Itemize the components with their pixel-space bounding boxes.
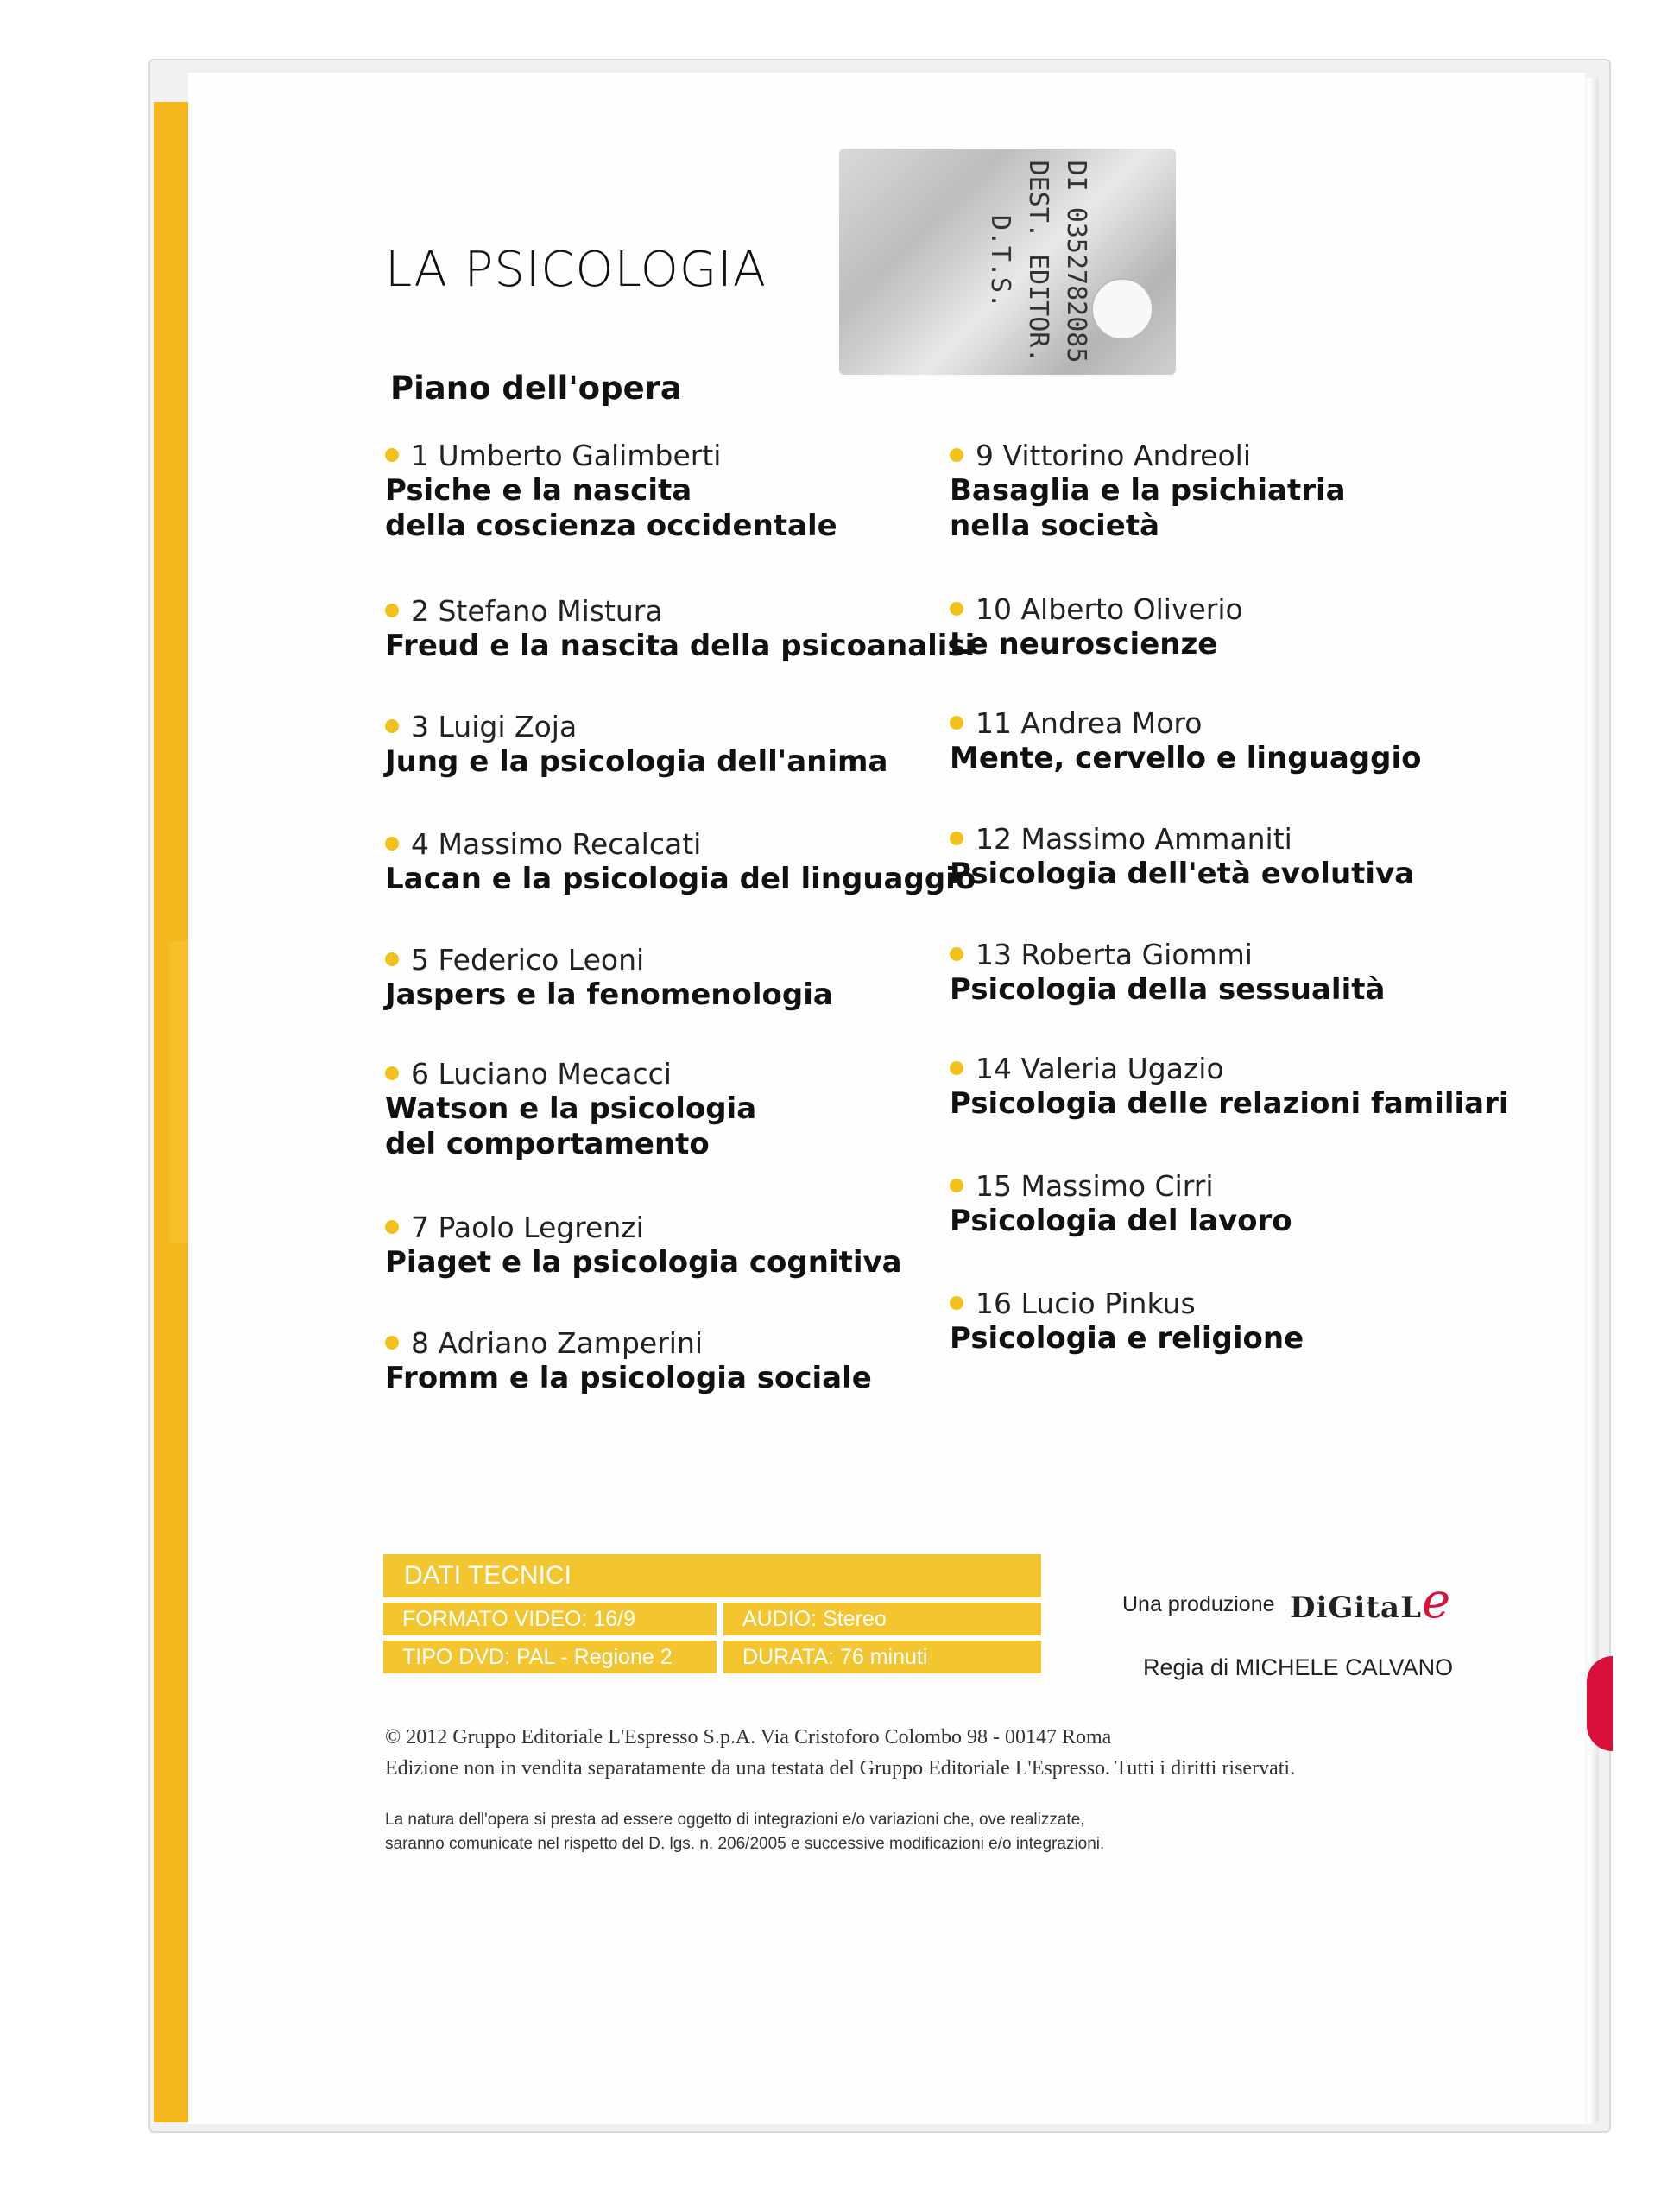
tech-row [383, 1603, 1041, 1635]
bullet-icon [385, 837, 399, 851]
volume-title: Basaglia e la psichiatria nella società [950, 473, 1346, 543]
volume-item [950, 706, 1554, 776]
bullet-icon [385, 952, 399, 966]
volume-title: Psicologia del lavoro [950, 1204, 1292, 1238]
producer-logo [1290, 1573, 1451, 1629]
series-title: LA PSICOLOGIA [385, 242, 767, 298]
volume-item [950, 592, 1554, 662]
bullet-icon [385, 1336, 399, 1350]
tech-row [383, 1641, 1041, 1673]
volume-title: Jaspers e la fenomenologia [385, 977, 833, 1012]
volume-title: Mente, cervello e linguaggio [950, 741, 1422, 775]
volume-author: 4 Massimo Recalcati [411, 827, 702, 861]
volume-item [950, 439, 1554, 544]
bullet-icon [950, 448, 963, 462]
video-format: FORMATO VIDEO: 16/9 [383, 1603, 717, 1635]
rights-line: Edizione non in vendita separatamente da una testata del Gruppo Editoriale L'Espresso. Tutti i diritti riservati. [385, 1757, 1296, 1780]
bullet-icon [950, 1296, 963, 1310]
volume-author: 15 Massimo Cirri [976, 1169, 1214, 1203]
volume-title: Jung e la psicologia dell'anima [385, 744, 888, 779]
bullet-icon [950, 947, 963, 961]
volume-author: 12 Massimo Ammaniti [976, 822, 1292, 856]
legal-line: saranno comunicate nel rispetto del D. lgs. n. 206/2005 e successive modificazioni e/o integrazioni. [385, 1835, 1105, 1853]
volume-title: Psicologia dell'età evolutiva [950, 857, 1415, 891]
bullet-icon [385, 719, 399, 733]
hologram-sticker [839, 149, 1176, 375]
sticker-line2: DEST. EDITOR. [1023, 160, 1053, 364]
volume-item [385, 1057, 989, 1162]
volume-author: 14 Valeria Ugazio [976, 1052, 1224, 1085]
volume-item [385, 943, 989, 1013]
volume-author: 3 Luigi Zoja [411, 710, 578, 743]
volume-author: 9 Vittorino Andreoli [976, 439, 1252, 472]
volume-author: 2 Stefano Mistura [411, 594, 663, 628]
volume-title: Psicologia e religione [950, 1321, 1304, 1356]
volume-author: 1 Umberto Galimberti [411, 439, 722, 472]
bullet-icon [950, 1061, 963, 1075]
volume-author: 6 Luciano Mecacci [411, 1057, 672, 1091]
volume-author: 8 Adriano Zamperini [411, 1326, 704, 1360]
volume-item [385, 710, 989, 780]
volume-author: 10 Alberto Oliverio [976, 592, 1243, 626]
volume-item [385, 594, 989, 664]
volume-item [385, 1326, 989, 1396]
director-credit: Regia di MICHELE CALVANO [1143, 1654, 1454, 1680]
volume-item [950, 822, 1554, 892]
volume-item [950, 938, 1554, 1008]
bullet-icon [950, 1179, 963, 1192]
copyright-line: © 2012 Gruppo Editoriale L'Espresso S.p.A. Via Cristoforo Colombo 98 - 00147 Roma [385, 1726, 1112, 1749]
copyright-block [385, 1722, 1507, 1784]
volume-title: Psicologia della sessualità [950, 972, 1386, 1007]
section-heading: Piano dell'opera [390, 370, 682, 407]
legal-line: La natura dell'opera si presta ad essere oggetto di integrazioni e/o variazioni che, ove realizzate, [385, 1811, 1085, 1829]
bullet-icon [385, 1066, 399, 1080]
technical-data-box [383, 1554, 1041, 1673]
production-label: Una produzione [1122, 1592, 1275, 1616]
volume-item [385, 439, 989, 544]
volume-author: 11 Andrea Moro [976, 706, 1203, 740]
volume-item [950, 1052, 1554, 1122]
logo-e: e [1422, 1573, 1452, 1629]
volume-item [385, 1211, 989, 1281]
volume-title: Fromm e la psicologia sociale [385, 1361, 872, 1395]
volume-item [950, 1169, 1554, 1239]
volume-title: Psiche e la nascita della coscienza occidentale [385, 473, 837, 543]
logo-text: DiGitaL [1290, 1590, 1422, 1625]
volume-item [950, 1287, 1554, 1356]
bullet-icon [385, 1220, 399, 1234]
volume-title: Lacan e la psicologia del linguaggio [385, 862, 976, 896]
volume-title: Piaget e la psicologia cognitiva [385, 1245, 902, 1280]
volume-author: 7 Paolo Legrenzi [411, 1211, 644, 1244]
bullet-icon [950, 602, 963, 616]
bullet-icon [385, 448, 399, 462]
audio-format: AUDIO: Stereo [723, 1603, 1041, 1635]
duration: DURATA: 76 minuti [723, 1641, 1041, 1673]
volume-title: Psicologia delle relazioni familiari [950, 1086, 1509, 1121]
volume-author: 16 Lucio Pinkus [976, 1287, 1196, 1320]
sticker-text [894, 149, 1121, 375]
bullet-icon [950, 832, 963, 845]
volume-item [385, 827, 989, 897]
volume-author: 5 Federico Leoni [411, 943, 645, 977]
dvd-type: TIPO DVD: PAL - Regione 2 [383, 1641, 717, 1673]
volume-title: Watson e la psicologia del comportamento [385, 1091, 757, 1161]
sticker-hole [1091, 278, 1153, 340]
tech-heading: DATI TECNICI [383, 1554, 1041, 1597]
red-tab [1587, 1656, 1613, 1751]
volume-author: 13 Roberta Giommi [976, 938, 1253, 971]
sticker-code: DI 0352782085 [1061, 160, 1091, 364]
volume-title: Freud e la nascita della psicoanalisi [385, 629, 976, 663]
legal-notice [385, 1808, 1507, 1856]
volume-title: Le neuroscienze [950, 627, 1218, 661]
bullet-icon [950, 716, 963, 730]
sticker-line3: D.T.S. [985, 214, 1015, 309]
bullet-icon [385, 604, 399, 617]
